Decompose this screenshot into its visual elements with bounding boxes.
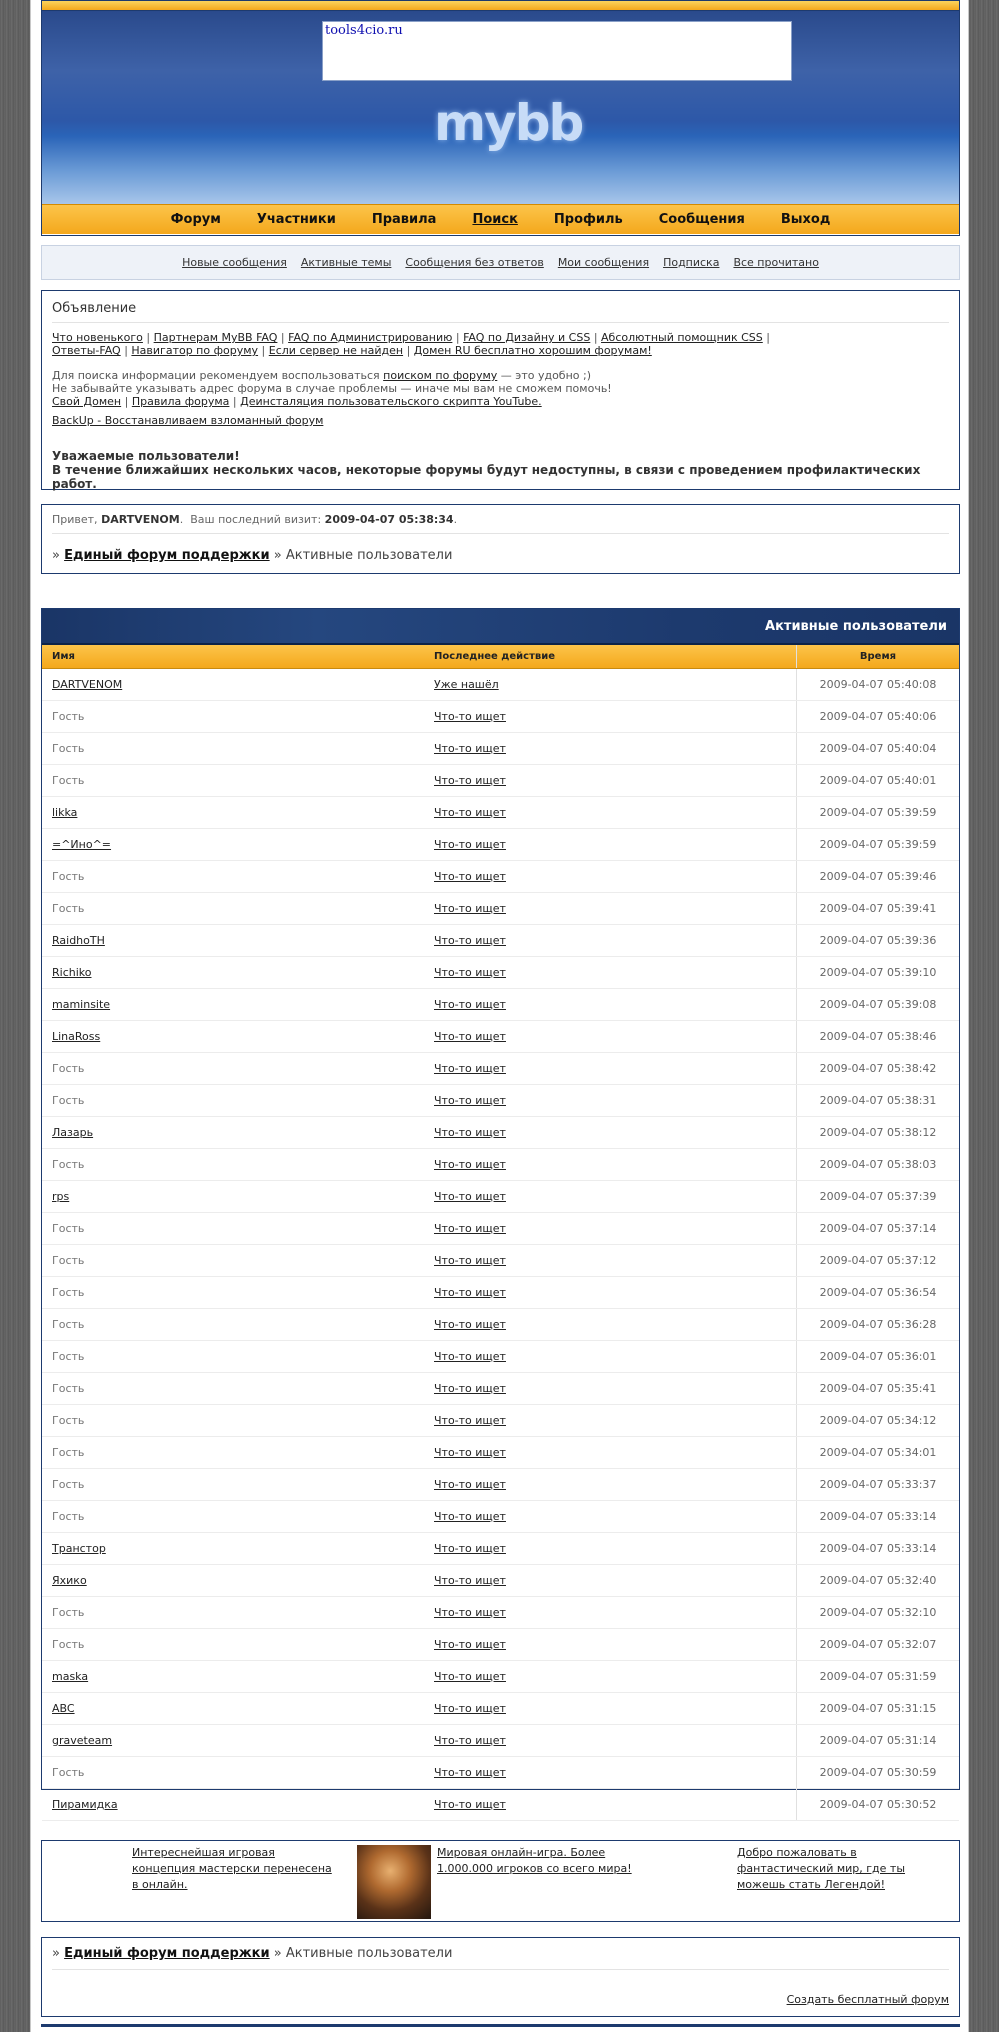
action-cell — [424, 1373, 797, 1404]
time-cell: 2009-04-07 05:40:01 — [819, 774, 937, 787]
action-cell — [424, 1245, 797, 1276]
footer-breadcrumb-current: Активные пользователи — [285, 1946, 453, 1961]
action-link[interactable]: Что-то ищет — [434, 1190, 506, 1203]
header — [41, 0, 960, 236]
guest-name: Гость — [52, 774, 85, 787]
action-link[interactable]: Что-то ищет — [434, 1254, 506, 1267]
link-active-topics[interactable]: Активные темы — [300, 256, 392, 269]
name-cell — [42, 1245, 424, 1276]
name-cell — [42, 1149, 424, 1180]
name-cell — [42, 925, 424, 956]
action-cell — [424, 1469, 797, 1500]
name-cell — [42, 797, 424, 828]
name-cell — [42, 1277, 424, 1308]
guest-name: Гость — [52, 710, 85, 723]
user-link[interactable]: maminsite — [52, 998, 111, 1011]
action-link[interactable]: Что-то ищет — [434, 902, 506, 915]
action-cell — [424, 765, 797, 796]
promo-right-link[interactable]: Добро пожаловать в фантастический мир, где ты можешь стать Легендой! — [737, 1846, 906, 1891]
action-cell — [424, 1341, 797, 1372]
name-cell — [42, 765, 424, 796]
table-row — [42, 1789, 959, 1821]
action-cell — [424, 1277, 797, 1308]
footer-forum-link[interactable]: Единый форум поддержки — [64, 1946, 270, 1961]
table-row — [42, 1725, 959, 1757]
name-cell — [42, 1181, 424, 1212]
mybb-logo[interactable]: mybb — [434, 94, 583, 152]
user-link[interactable]: RaidhoTH — [52, 934, 105, 947]
action-cell — [424, 1117, 797, 1148]
action-cell — [424, 1661, 797, 1692]
promo-left-link[interactable]: Интереснейшая игровая концепция мастерски перенесена в онлайн. — [132, 1846, 332, 1891]
ann-link[interactable]: Ответы-FAQ — [52, 344, 121, 357]
time-cell: 2009-04-07 05:40:08 — [819, 678, 937, 691]
action-link[interactable]: Что-то ищет — [434, 1382, 506, 1395]
announcement-box — [41, 290, 960, 490]
action-cell — [424, 1405, 797, 1436]
footer-box — [41, 1937, 960, 2017]
time-cell: 2009-04-07 05:33:14 — [819, 1510, 937, 1523]
time-cell: 2009-04-07 05:36:28 — [819, 1318, 937, 1331]
time-cell: 2009-04-07 05:35:41 — [819, 1382, 937, 1395]
name-cell — [42, 1501, 424, 1532]
name-cell — [42, 893, 424, 924]
table-row — [42, 733, 959, 765]
time-cell: 2009-04-07 05:31:15 — [819, 1702, 937, 1715]
user-link[interactable]: graveteam — [52, 1734, 113, 1747]
name-cell — [42, 1469, 424, 1500]
guest-name: Гость — [52, 1254, 85, 1267]
ann-link[interactable]: Абсолютный помощник CSS — [601, 331, 763, 344]
user-link[interactable]: =^Ино^= — [52, 838, 112, 851]
action-cell — [424, 925, 797, 956]
name-cell — [42, 701, 424, 732]
action-cell — [424, 1565, 797, 1596]
name-cell — [42, 1021, 424, 1052]
action-cell — [424, 1629, 797, 1660]
user-link[interactable]: Яхико — [52, 1574, 87, 1587]
time-cell: 2009-04-07 05:39:10 — [819, 966, 937, 979]
action-link[interactable]: Что-то ищет — [434, 1638, 506, 1651]
user-link[interactable]: Richiko — [52, 966, 92, 979]
col-time-header: Время — [859, 651, 897, 662]
action-cell — [424, 669, 797, 700]
guest-name: Гость — [52, 1478, 85, 1491]
action-link[interactable]: Что-то ищет — [434, 710, 506, 723]
action-link[interactable]: Что-то ищет — [434, 1670, 506, 1683]
action-link[interactable]: Что-то ищет — [434, 1094, 506, 1107]
action-link[interactable]: Что-то ищет — [434, 742, 506, 755]
page — [30, 0, 969, 2032]
action-cell — [424, 1149, 797, 1180]
action-cell — [424, 1501, 797, 1532]
action-link[interactable]: Что-то ищет — [434, 1478, 506, 1491]
action-cell — [424, 733, 797, 764]
table-body — [42, 669, 959, 1821]
name-cell — [42, 1405, 424, 1436]
time-cell: 2009-04-07 05:39:59 — [819, 806, 937, 819]
guest-name: Гость — [52, 1222, 85, 1235]
time-cell: 2009-04-07 05:31:14 — [819, 1734, 937, 1747]
table-row — [42, 829, 959, 861]
action-link[interactable]: Что-то ищет — [434, 1798, 506, 1811]
name-cell — [42, 1789, 424, 1820]
time-cell: 2009-04-07 05:30:52 — [819, 1798, 937, 1811]
action-link[interactable]: Что-то ищет — [434, 1542, 506, 1555]
action-link[interactable]: Что-то ищет — [434, 1606, 506, 1619]
username: DARTVENOM — [101, 513, 180, 526]
action-link[interactable]: Что-то ищет — [434, 1446, 506, 1459]
create-free-forum-link[interactable]: Создать бесплатный форум — [786, 1993, 949, 2006]
action-link[interactable]: Что-то ищет — [434, 966, 506, 979]
user-link[interactable]: LinaRoss — [52, 1030, 101, 1043]
link-unanswered[interactable]: Сообщения без ответов — [405, 256, 544, 269]
table-row — [42, 1405, 959, 1437]
name-cell — [42, 1693, 424, 1724]
action-cell — [424, 1533, 797, 1564]
guest-name: Гость — [52, 1606, 85, 1619]
guest-name: Гость — [52, 1286, 85, 1299]
table-row — [42, 1213, 959, 1245]
action-link[interactable]: Что-то ищет — [434, 774, 506, 787]
table-row — [42, 797, 959, 829]
action-cell — [424, 1789, 797, 1820]
name-cell — [42, 1597, 424, 1628]
guest-name: Гость — [52, 870, 85, 883]
name-cell — [42, 1373, 424, 1404]
table-row — [42, 1757, 959, 1789]
table-row — [42, 1117, 959, 1149]
action-link[interactable]: Что-то ищет — [434, 1766, 506, 1779]
name-cell — [42, 1437, 424, 1468]
table-row — [42, 1277, 959, 1309]
promo-box — [41, 1840, 960, 1922]
name-cell — [42, 1053, 424, 1084]
table-row — [42, 989, 959, 1021]
time-cell: 2009-04-07 05:38:12 — [819, 1126, 937, 1139]
guest-name: Гость — [52, 1062, 85, 1075]
time-cell: 2009-04-07 05:32:10 — [819, 1606, 937, 1619]
table-row — [42, 1341, 959, 1373]
guest-name: Гость — [52, 1446, 85, 1459]
time-cell: 2009-04-07 05:34:01 — [819, 1446, 937, 1459]
table-row — [42, 1661, 959, 1693]
ann-link[interactable]: FAQ по Дизайну и CSS — [463, 331, 591, 344]
user-link[interactable]: likka — [52, 806, 78, 819]
table-header — [42, 645, 959, 669]
user-link[interactable]: Пирамидка — [52, 1798, 118, 1811]
user-link[interactable]: ABC — [52, 1702, 75, 1715]
action-cell — [424, 1757, 797, 1788]
time-cell: 2009-04-07 05:39:36 — [819, 934, 937, 947]
name-cell — [42, 861, 424, 892]
action-cell — [424, 1693, 797, 1724]
action-cell — [424, 893, 797, 924]
time-cell: 2009-04-07 05:38:03 — [819, 1158, 937, 1171]
breadcrumb: » Единый форум поддержки » Активные пользователи — [52, 548, 453, 563]
announcement-links-row1: Что новенького | Партнерам MyBB FAQ | FAQ по Администрированию | FAQ по Дизайну и CSS | Абсолютный помощник CSS | — [52, 331, 770, 344]
table-row — [42, 957, 959, 989]
action-cell — [424, 797, 797, 828]
name-cell — [42, 733, 424, 764]
table-title: Активные пользователи — [42, 609, 959, 645]
time-cell: 2009-04-07 05:38:46 — [819, 1030, 937, 1043]
table-row — [42, 1245, 959, 1277]
time-cell: 2009-04-07 05:38:31 — [819, 1094, 937, 1107]
table-row — [42, 1053, 959, 1085]
table-row — [42, 1181, 959, 1213]
guest-name: Гость — [52, 1510, 85, 1523]
action-cell — [424, 829, 797, 860]
nav-logout[interactable]: Выход — [780, 212, 831, 227]
ann-link[interactable]: Если сервер не найден — [268, 344, 404, 357]
table-row — [42, 669, 959, 701]
breadcrumb-forum-link[interactable]: Единый форум поддержки — [64, 548, 270, 563]
table-row — [42, 1533, 959, 1565]
ann-link[interactable]: Что новенького — [52, 331, 143, 344]
search-forum-link[interactable]: поиском по форуму — [383, 369, 498, 382]
nav-forum[interactable]: Форум — [170, 212, 221, 227]
user-link[interactable]: DARTVENOM — [52, 678, 123, 691]
table-row — [42, 1501, 959, 1533]
time-cell: 2009-04-07 05:32:07 — [819, 1638, 937, 1651]
ann-link[interactable]: Навигатор по форуму — [131, 344, 259, 357]
table-row — [42, 1629, 959, 1661]
guest-name: Гость — [52, 1318, 85, 1331]
action-link[interactable]: Что-то ищет — [434, 870, 506, 883]
bottom-divider — [41, 2024, 960, 2027]
name-cell — [42, 1565, 424, 1596]
nav-messages[interactable]: Сообщения — [658, 212, 745, 227]
action-link[interactable]: Что-то ищет — [434, 1158, 506, 1171]
user-link[interactable]: rps — [52, 1190, 70, 1203]
maintenance-notice: Уважаемые пользователи! В течение ближайших нескольких часов, некоторые форумы будут недоступны, в связи с проведением профилактических работ. — [52, 449, 921, 491]
nav-profile[interactable]: Профиль — [553, 212, 623, 227]
ann-link[interactable]: FAQ по Администрированию — [288, 331, 453, 344]
table-row — [42, 1309, 959, 1341]
action-cell — [424, 1053, 797, 1084]
header-top-stripe — [42, 1, 959, 11]
time-cell: 2009-04-07 05:40:06 — [819, 710, 937, 723]
action-cell — [424, 1597, 797, 1628]
ann-link[interactable]: Правила форума — [131, 395, 230, 408]
action-link[interactable]: Что-то ищет — [434, 1350, 506, 1363]
time-cell: 2009-04-07 05:39:59 — [819, 838, 937, 851]
action-link[interactable]: Что-то ищет — [434, 838, 506, 851]
guest-name: Гость — [52, 902, 85, 915]
action-cell — [424, 1085, 797, 1116]
table-row — [42, 765, 959, 797]
time-cell: 2009-04-07 05:37:39 — [819, 1190, 937, 1203]
table-row — [42, 1597, 959, 1629]
ann-link[interactable]: Деинсталяция пользовательского скрипта YouTube. — [240, 395, 542, 408]
action-cell — [424, 957, 797, 988]
table-row — [42, 925, 959, 957]
action-cell — [424, 701, 797, 732]
action-link[interactable]: Что-то ищет — [434, 1414, 506, 1427]
time-cell: 2009-04-07 05:39:46 — [819, 870, 937, 883]
breadcrumb-current: Активные пользователи — [285, 548, 453, 563]
table-row — [42, 1021, 959, 1053]
time-cell: 2009-04-07 05:39:08 — [819, 998, 937, 1011]
action-link[interactable]: Что-то ищет — [434, 806, 506, 819]
address-note: Не забывайте указывать адрес форума в случае проблемы — иначе мы вам не сможем помочь! — [52, 382, 612, 395]
table-row — [42, 1437, 959, 1469]
action-link[interactable]: Что-то ищет — [434, 1574, 506, 1587]
action-link[interactable]: Что-то ищет — [434, 1062, 506, 1075]
time-cell: 2009-04-07 05:32:40 — [819, 1574, 937, 1587]
table-row — [42, 1469, 959, 1501]
name-cell — [42, 1757, 424, 1788]
table-row — [42, 893, 959, 925]
nav-members[interactable]: Участники — [256, 212, 336, 227]
action-cell — [424, 1021, 797, 1052]
promo-middle-link[interactable]: Мировая онлайн-игра. Более 1.000.000 игроков со всего мира! — [437, 1846, 632, 1875]
action-cell — [424, 1437, 797, 1468]
action-cell — [424, 989, 797, 1020]
guest-name: Гость — [52, 1094, 85, 1107]
ad-banner[interactable] — [322, 21, 792, 81]
guest-name: Гость — [52, 1766, 85, 1779]
action-cell — [424, 1213, 797, 1244]
user-link[interactable]: Транстор — [52, 1542, 106, 1555]
name-cell — [42, 829, 424, 860]
time-cell: 2009-04-07 05:34:12 — [819, 1414, 937, 1427]
table-row — [42, 1149, 959, 1181]
table-row — [42, 1373, 959, 1405]
announcement-links-row2: Ответы-FAQ | Навигатор по форуму | Если сервер не найден | Домен RU бесплатно хорошим форумам! — [52, 344, 652, 357]
link-new-posts[interactable]: Новые сообщения — [182, 256, 287, 269]
active-users-table — [41, 608, 960, 1811]
action-cell — [424, 1725, 797, 1756]
action-link[interactable]: Что-то ищет — [434, 998, 506, 1011]
name-cell — [42, 1117, 424, 1148]
guest-name: Гость — [52, 1638, 85, 1651]
backup-row — [52, 414, 949, 427]
action-link[interactable]: Уже нашёл — [434, 678, 499, 691]
col-action-header: Последнее действие — [424, 645, 797, 668]
col-name-header: Имя — [52, 651, 75, 662]
action-link[interactable]: Что-то ищет — [434, 1030, 506, 1043]
time-cell: 2009-04-07 05:36:54 — [819, 1286, 937, 1299]
nav-search[interactable]: Поиск — [472, 212, 518, 227]
main-nav — [42, 204, 959, 234]
table-row — [42, 1085, 959, 1117]
action-cell — [424, 1309, 797, 1340]
ann-link[interactable]: Свой Домен — [52, 395, 122, 408]
time-cell: 2009-04-07 05:31:59 — [819, 1670, 937, 1683]
name-cell — [42, 1213, 424, 1244]
backup-link[interactable]: BackUp - Восстанавливаем взломанный форум — [52, 414, 324, 427]
search-hint: Для поиска информации рекомендуем воспользоваться поиском по форуму — это удобно ;) — [52, 369, 592, 382]
name-cell — [42, 669, 424, 700]
table-row — [42, 861, 959, 893]
name-cell — [42, 1629, 424, 1660]
guest-name: Гость — [52, 1158, 85, 1171]
header-banner — [42, 11, 959, 204]
action-cell — [424, 861, 797, 892]
action-link[interactable]: Что-то ищет — [434, 1126, 506, 1139]
user-link[interactable]: Лазарь — [52, 1126, 94, 1139]
guest-name: Гость — [52, 1350, 85, 1363]
time-cell: 2009-04-07 05:37:12 — [819, 1254, 937, 1267]
action-link[interactable]: Что-то ищет — [434, 1318, 506, 1331]
welcome-line: Привет, DARTVENOM. Ваш последний визит: 2009-04-07 05:38:34. — [52, 513, 949, 534]
announcement-title: Объявление — [52, 301, 949, 323]
footer-breadcrumb: » Единый форум поддержки » Активные пользователи — [52, 1946, 949, 1970]
welcome-box — [41, 504, 960, 574]
guest-name: Гость — [52, 1414, 85, 1427]
table-row — [42, 1565, 959, 1597]
nav-rules[interactable]: Правила — [371, 212, 437, 227]
table-row — [42, 701, 959, 733]
link-subscription[interactable]: Подписка — [663, 256, 720, 269]
name-cell — [42, 957, 424, 988]
last-visit-time: 2009-04-07 05:38:34 — [324, 513, 454, 526]
link-my-posts[interactable]: Мои сообщения — [557, 256, 650, 269]
table-row — [42, 1693, 959, 1725]
time-cell: 2009-04-07 05:37:14 — [819, 1222, 937, 1235]
time-cell: 2009-04-07 05:38:42 — [819, 1062, 937, 1075]
action-link[interactable]: Что-то ищет — [434, 934, 506, 947]
time-cell: 2009-04-07 05:33:14 — [819, 1542, 937, 1555]
guest-name: Гость — [52, 742, 85, 755]
action-link[interactable]: Что-то ищет — [434, 1286, 506, 1299]
action-link[interactable]: Что-то ищет — [434, 1734, 506, 1747]
action-link[interactable]: Что-то ищет — [434, 1510, 506, 1523]
name-cell — [42, 1661, 424, 1692]
time-cell: 2009-04-07 05:30:59 — [819, 1766, 937, 1779]
announcement-links-row3: Свой Домен | Правила форума | Деинсталяция пользовательского скрипта YouTube. — [52, 395, 542, 408]
guest-name: Гость — [52, 1382, 85, 1395]
name-cell — [42, 1725, 424, 1756]
ann-link[interactable]: Партнерам MyBB FAQ — [153, 331, 278, 344]
time-cell: 2009-04-07 05:33:37 — [819, 1478, 937, 1491]
quick-links-panel — [41, 245, 960, 280]
action-link[interactable]: Что-то ищет — [434, 1702, 506, 1715]
ann-link[interactable]: Домен RU бесплатно хорошим форумам! — [413, 344, 652, 357]
name-cell — [42, 1533, 424, 1564]
name-cell — [42, 1085, 424, 1116]
ad-text[interactable]: tools4cio.ru — [325, 23, 403, 38]
link-mark-read[interactable]: Все прочитано — [733, 256, 819, 269]
time-cell: 2009-04-07 05:40:04 — [819, 742, 937, 755]
promo-game-image[interactable] — [357, 1845, 431, 1919]
name-cell — [42, 1341, 424, 1372]
time-cell: 2009-04-07 05:39:41 — [819, 902, 937, 915]
name-cell — [42, 989, 424, 1020]
time-cell: 2009-04-07 05:36:01 — [819, 1350, 937, 1363]
action-link[interactable]: Что-то ищет — [434, 1222, 506, 1235]
name-cell — [42, 1309, 424, 1340]
action-cell — [424, 1181, 797, 1212]
user-link[interactable]: maska — [52, 1670, 89, 1683]
